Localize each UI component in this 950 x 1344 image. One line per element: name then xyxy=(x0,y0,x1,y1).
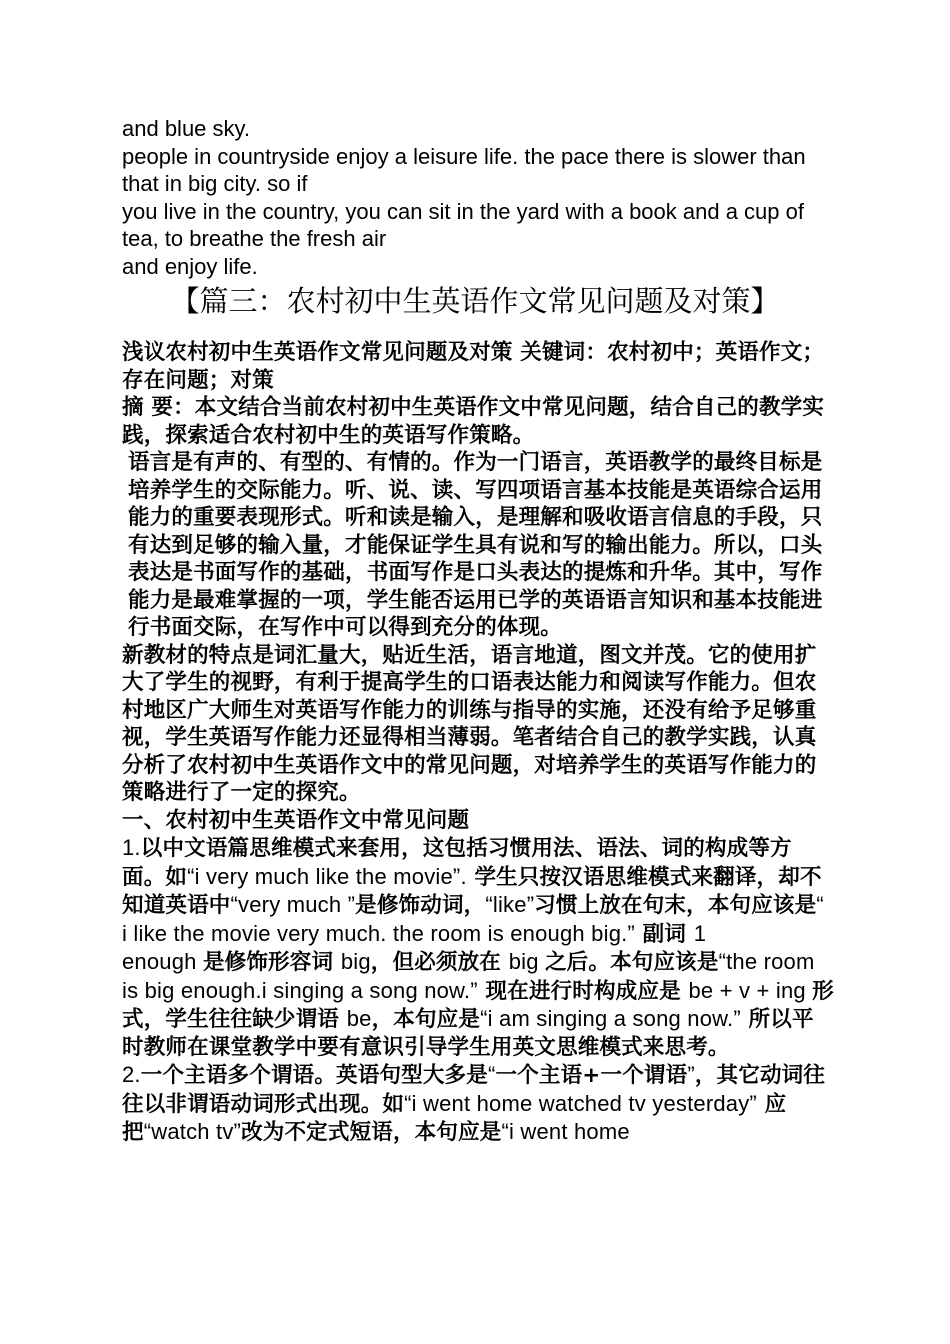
section-heading: 【篇三：农村初中生英语作文常见问题及对策】 xyxy=(170,284,780,318)
document-page xyxy=(116,115,834,1147)
item-2 xyxy=(116,1061,834,1147)
item-text: 副词 xyxy=(634,921,694,947)
item-text: 形式，学生往往缺少谓语 xyxy=(122,978,834,1032)
item-text: 一个主语+一个谓语 xyxy=(495,1063,688,1088)
quote-mark: ” xyxy=(687,1062,695,1087)
abstract: 摘 要：本文结合当前农村初中生英语作文中常见问题，结合自己的教学实践，探索适合农村初中生的英语写作策略。 xyxy=(122,395,825,448)
intro-paragraph xyxy=(116,198,834,253)
example-sentence: “the room is big enough.i singing a song now.” xyxy=(122,949,815,1003)
item-text: 现在进行时构成应是 xyxy=(477,978,689,1004)
item-text: 是修饰形容词 xyxy=(202,950,341,975)
example-sentence: “i very much like the movie”. xyxy=(187,863,467,889)
title-keywords: 浅议农村初中生英语作文常见问题及对策 关键词：农村初中；英语作文；存在问题；对策 xyxy=(122,340,825,393)
item-text: 学生只按汉语思维模式来翻译，却不知道英语中 xyxy=(122,864,822,918)
example-sentence: “i went home watched tv yesterday” xyxy=(404,1090,757,1116)
example-phrase: be xyxy=(346,1006,372,1031)
section-1-title: 一、农村初中生英语作文中常见问题 xyxy=(122,807,470,833)
item-text: 应把 xyxy=(122,1091,787,1145)
item-text: 所以平时教师在课堂教学中要有意识引导学生用英文思维模式来思考。 xyxy=(122,1007,814,1060)
item-text: ，其它动词往往以非谓语动词形式出现。如 xyxy=(122,1063,826,1117)
item-number: 1. xyxy=(122,835,141,860)
example-phrase: “watch tv” xyxy=(143,1119,242,1144)
item-text: 以中文语篇思维模式来套用，这包括习惯用法、语法、词的构成等方面。如 xyxy=(122,836,792,890)
example-sentence: “ i like the movie very much. the room is enough big.” xyxy=(122,892,824,946)
item-1 xyxy=(116,834,834,1061)
example-phrase: “very much ” xyxy=(230,892,356,917)
item-number: 2. xyxy=(122,1062,141,1087)
example-sentence: “i am singing a song now.” xyxy=(480,1006,741,1031)
item-text: ，但必须放在 xyxy=(370,950,509,975)
item-text: 之后。本句应该是 xyxy=(544,950,719,975)
intro-paragraph: and enjoy life. xyxy=(122,253,258,279)
paragraph-1: 语言是有声的、有型的、有情的。作为一门语言，英语教学的最终目标是培养学生的交际能力。听、说、读、写四项语言基本技能是英语综合运用能力的重要表现形式。听和读是输入，是理解和吸收语言信息的手段，只有达到足够的输入量，才能保证学生具有说和写的输出能力。所以，口头表达是书面写作的基础，书面写作是口头表达的提炼和升华。其中，写作能力是最难掌握的一项，学生能否运用已学的英语语言知识和基本技能进行书面交际，在写作中可以得到充分的体现。 xyxy=(128,450,823,640)
intro-paragraph: and blue sky. xyxy=(122,116,251,141)
item-text: 一个主语多个谓语。英语句型大多是 xyxy=(140,1063,488,1088)
page-number: 1 xyxy=(693,920,707,946)
intro-text: people in countryside enjoy a leisure life. the pace there is slower than that in big city. so if xyxy=(122,143,806,196)
intro-text: you live in the country, you can sit in the yard with a book and a cup of tea, to breathe the fresh air xyxy=(122,198,804,251)
quote-mark: “ xyxy=(487,1062,496,1087)
item-text: 改为不定式短语，本句应是 xyxy=(241,1120,502,1145)
item-text: 是修饰动词， xyxy=(355,893,486,918)
intro-paragraph xyxy=(116,143,834,198)
example-phrase: “like” xyxy=(485,892,535,917)
paragraph-2: 新教材的特点是词汇量大，贴近生活，语言地道，图文并茂。它的使用扩大了学生的视野，有利于提高学生的口语表达能力和阅读写作能力。但农村地区广大师生对英语写作能力的训练与指导的实施，还没有给予足够重视，学生英语写作能力还显得相当薄弱。笔者结合自己的教学实践，认真分析了农村初中生英语作文中的常见问题，对培养学生的英语写作能力的策略进行了一定的探究。 xyxy=(122,642,817,805)
example-phrase: big xyxy=(508,949,545,974)
item-text: ，本句应是 xyxy=(371,1007,481,1032)
example-sentence: “i went home xyxy=(501,1119,630,1144)
example-phrase: big xyxy=(340,949,371,974)
example-phrase: enough xyxy=(122,949,203,974)
item-text: 习惯上放在句末，本句应该是 xyxy=(534,893,817,918)
example-phrase: be + v + ing xyxy=(688,977,813,1003)
